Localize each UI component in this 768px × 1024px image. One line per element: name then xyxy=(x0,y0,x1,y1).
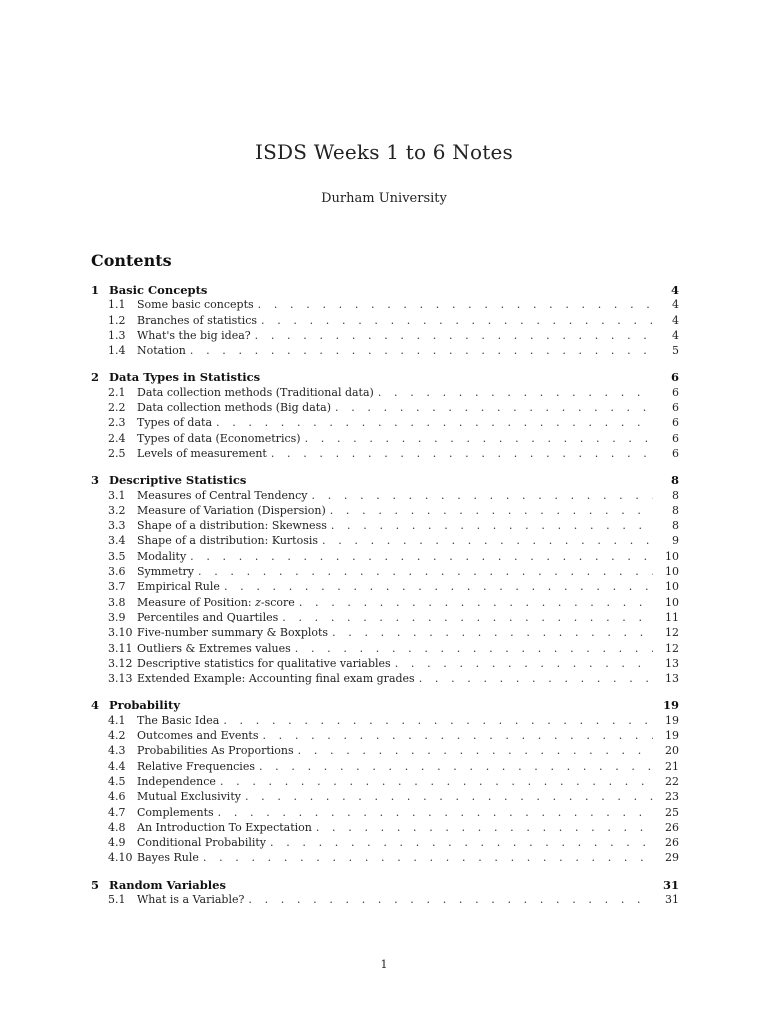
toc-subsection-page: 6 xyxy=(672,431,679,445)
toc-subsection-entry[interactable] xyxy=(91,519,679,534)
toc-subsection-page: 8 xyxy=(672,488,679,502)
toc-subsection-page: 22 xyxy=(665,774,679,788)
toc-subsection-title: Mutual Exclusivity xyxy=(137,790,241,804)
toc-subsection-page: 6 xyxy=(672,416,679,430)
toc-subsection-title: Shape of a distribution: Kurtosis xyxy=(137,534,319,548)
toc-dot-leader xyxy=(245,790,653,803)
toc-subsection-number: 3.5 xyxy=(108,549,126,563)
toc-section-title: Data Types in Statistics xyxy=(109,370,261,385)
toc-dot-leader xyxy=(282,611,653,624)
toc-subsection-entry[interactable] xyxy=(91,489,679,504)
toc-section-entry[interactable] xyxy=(91,698,679,713)
document-author: Durham University xyxy=(321,191,447,206)
toc-subsection-number: 4.1 xyxy=(108,713,126,727)
toc-subsection-title: Extended Example: Accounting final exam grades xyxy=(137,672,415,686)
toc-subsection-title: Conditional Probability xyxy=(137,836,267,850)
toc-subsection-page: 19 xyxy=(665,713,679,727)
toc-subsection-page: 20 xyxy=(665,744,679,758)
toc-dot-leader xyxy=(322,534,653,547)
toc-dot-leader xyxy=(298,744,653,757)
toc-subsection-title: Types of data xyxy=(137,416,213,430)
toc-subsection-title: Descriptive statistics for qualitative variables xyxy=(137,656,391,670)
toc-subsection-entry[interactable] xyxy=(91,565,679,580)
toc-subsection-page: 29 xyxy=(665,851,679,865)
toc-dot-leader xyxy=(332,626,653,639)
toc-section-title: Probability xyxy=(109,698,181,713)
toc-subsection-title: Relative Frequencies xyxy=(137,759,255,773)
toc-subsection-title: Data collection methods (Big data) xyxy=(137,401,332,415)
toc-subsection-entry[interactable] xyxy=(91,432,679,447)
toc-section-page: 31 xyxy=(662,877,679,892)
toc-subsection-number: 3.13 xyxy=(108,672,133,686)
toc-section xyxy=(91,698,679,866)
toc-subsection-entry[interactable] xyxy=(91,298,679,313)
toc-dot-leader xyxy=(220,775,653,788)
toc-subsection-number: 2.1 xyxy=(108,385,126,399)
toc-subsection-entry[interactable] xyxy=(91,504,679,519)
toc-subsection-number: 2.3 xyxy=(108,416,126,430)
toc-subsection-number: 3.4 xyxy=(108,534,126,548)
toc-section-page: 4 xyxy=(670,283,679,297)
toc-subsection-title: Percentiles and Quartiles xyxy=(137,610,279,624)
toc-dot-leader xyxy=(218,806,653,819)
toc-subsection-number: 1.4 xyxy=(108,344,126,358)
toc-dot-leader xyxy=(259,760,653,773)
toc-subsection-number: 2.4 xyxy=(108,431,126,445)
toc-subsection-entry[interactable] xyxy=(91,642,679,657)
toc-subsection-page: 6 xyxy=(672,385,679,399)
toc-dot-leader xyxy=(255,329,653,342)
toc-subsection-number: 1.1 xyxy=(108,298,126,312)
toc-subsection-title: An Introduction To Expectation xyxy=(137,820,312,834)
toc-subsection-page: 4 xyxy=(672,298,679,312)
toc-subsection-number: 3.8 xyxy=(108,595,126,609)
toc-subsection-title: Empirical Rule xyxy=(137,580,220,594)
toc-subsection-page: 26 xyxy=(665,820,679,834)
toc-subsection-page: 12 xyxy=(665,641,679,655)
toc-section-number: 5 xyxy=(91,877,100,892)
toc-subsection-number: 4.9 xyxy=(108,836,126,850)
toc-subsection-number: 4.6 xyxy=(108,790,126,804)
toc-subsection-entry[interactable] xyxy=(91,893,679,908)
toc-subsection-entry[interactable] xyxy=(91,806,679,821)
toc-dot-leader xyxy=(395,657,653,670)
toc-subsection-entry[interactable] xyxy=(91,401,679,416)
toc-subsection-page: 6 xyxy=(672,401,679,415)
toc-subsection-entry[interactable] xyxy=(91,344,679,359)
toc-subsection-title: Measures of Central Tendency xyxy=(137,488,308,502)
toc-subsection-title: The Basic Idea xyxy=(137,713,220,727)
toc-subsection-entry[interactable] xyxy=(91,580,679,595)
toc-dot-leader xyxy=(203,851,653,864)
toc-section xyxy=(91,283,679,359)
toc-subsection-number: 3.3 xyxy=(108,519,126,533)
toc-subsection-entry[interactable] xyxy=(91,836,679,851)
toc-subsection-title: Probabilities As Proportions xyxy=(137,744,294,758)
toc-dot-leader xyxy=(190,550,653,563)
toc-subsection-page: 26 xyxy=(665,836,679,850)
toc-subsection-entry[interactable] xyxy=(91,821,679,836)
toc-dot-leader xyxy=(190,344,653,357)
toc-section-title: Descriptive Statistics xyxy=(109,473,247,488)
toc-dot-leader xyxy=(330,504,653,517)
toc-subsection-page: 12 xyxy=(665,626,679,640)
toc-subsection-page: 13 xyxy=(665,672,679,686)
toc-subsection-number: 1.3 xyxy=(108,328,126,342)
toc-subsection-entry[interactable] xyxy=(91,416,679,431)
toc-subsection-page: 23 xyxy=(665,790,679,804)
toc-subsection-number: 1.2 xyxy=(108,313,126,327)
toc-section xyxy=(91,473,679,687)
toc-section-page: 8 xyxy=(670,473,679,488)
toc-section-number: 1 xyxy=(91,283,100,297)
toc-subsection-number: 4.3 xyxy=(108,744,126,758)
toc-subsection-title: Branches of statistics xyxy=(137,313,258,327)
toc-subsection-page: 4 xyxy=(672,313,679,327)
toc-subsection-title: What is a Variable? xyxy=(137,892,245,906)
toc-subsection-title: Five-number summary & Boxplots xyxy=(137,626,329,640)
toc-subsection-entry[interactable] xyxy=(91,744,679,759)
toc-section xyxy=(91,370,679,462)
toc-subsection-title: Notation xyxy=(137,344,186,358)
toc-subsection-entry[interactable] xyxy=(91,611,679,626)
toc-subsection-number: 3.9 xyxy=(108,610,126,624)
toc-dot-leader xyxy=(305,432,653,445)
toc-dot-leader xyxy=(223,714,653,727)
contents-heading: Contents xyxy=(91,251,172,270)
toc-subsection-page: 25 xyxy=(665,805,679,819)
toc-subsection-number: 3.7 xyxy=(108,580,126,594)
toc-subsection-entry[interactable] xyxy=(91,672,679,687)
toc-section xyxy=(91,878,679,909)
toc-subsection-title: Measure of Variation (Dispersion) xyxy=(137,503,326,517)
toc-subsection-title: Some basic concepts xyxy=(137,298,254,312)
toc-subsection-entry[interactable] xyxy=(91,851,679,866)
toc-dot-leader xyxy=(312,489,653,502)
toc-subsection-page: 19 xyxy=(665,729,679,743)
toc-subsection-entry[interactable] xyxy=(91,314,679,329)
toc-subsection-title: Levels of measurement xyxy=(137,446,267,460)
toc-subsection-entry[interactable] xyxy=(91,790,679,805)
toc-section-number: 3 xyxy=(91,473,100,488)
toc-subsection-page: 4 xyxy=(672,328,679,342)
toc-section-page: 6 xyxy=(670,370,679,385)
toc-dot-leader xyxy=(262,729,653,742)
toc-subsection-title: Outcomes and Events xyxy=(137,729,259,743)
toc-subsection-entry[interactable] xyxy=(91,657,679,672)
toc-subsection-title: Measure of Position: z-score xyxy=(137,595,295,609)
toc-subsection-number: 4.10 xyxy=(108,851,133,865)
toc-dot-leader xyxy=(378,386,653,399)
toc-dot-leader xyxy=(316,821,653,834)
toc-section-page: 19 xyxy=(662,698,679,713)
toc-subsection-page: 10 xyxy=(665,565,679,579)
toc-subsection-number: 3.1 xyxy=(108,488,126,502)
toc-subsection-entry[interactable] xyxy=(91,329,679,344)
toc-subsection-page: 31 xyxy=(665,892,679,906)
toc-subsection-page: 13 xyxy=(665,656,679,670)
toc-subsection-entry[interactable] xyxy=(91,760,679,775)
toc-subsection-page: 8 xyxy=(672,503,679,517)
toc-section-entry[interactable] xyxy=(91,878,679,893)
toc-subsection-number: 2.2 xyxy=(108,401,126,415)
math-variable-z: z xyxy=(255,595,261,609)
toc-section-number: 4 xyxy=(91,698,100,713)
toc-subsection-title: Outliers & Extremes values xyxy=(137,641,291,655)
toc-section-entry[interactable] xyxy=(91,370,679,385)
toc-dot-leader xyxy=(224,580,653,593)
toc-subsection-entry[interactable] xyxy=(91,447,679,462)
toc-subsection-title: What's the big idea? xyxy=(137,328,251,342)
toc-subsection-number: 4.2 xyxy=(108,729,126,743)
toc-subsection-number: 3.6 xyxy=(108,565,126,579)
toc-dot-leader xyxy=(331,519,653,532)
toc-subsection-title: Types of data (Econometrics) xyxy=(137,431,301,445)
toc-subsection-entry[interactable] xyxy=(91,775,679,790)
toc-dot-leader xyxy=(295,642,653,655)
toc-subsection-title: Data collection methods (Traditional data) xyxy=(137,385,374,399)
toc-subsection-page: 8 xyxy=(672,519,679,533)
toc-subsection-title: Independence xyxy=(137,774,216,788)
toc-subsection-page: 9 xyxy=(672,534,679,548)
toc-subsection-number: 3.2 xyxy=(108,503,126,517)
toc-subsection-number: 3.11 xyxy=(108,641,133,655)
toc-dot-leader xyxy=(335,401,653,414)
toc-subsection-number: 3.10 xyxy=(108,626,133,640)
toc-subsection-number: 2.5 xyxy=(108,446,126,460)
toc-subsection-entry[interactable] xyxy=(91,550,679,565)
toc-section-entry[interactable] xyxy=(91,283,679,298)
toc-subsection-number: 5.1 xyxy=(108,892,126,906)
toc-subsection-title: Modality xyxy=(137,549,187,563)
toc-subsection-page: 10 xyxy=(665,549,679,563)
toc-subsection-page: 10 xyxy=(665,580,679,594)
toc-subsection-title: Symmetry xyxy=(137,565,195,579)
toc-dot-leader xyxy=(270,836,653,849)
toc-subsection-entry[interactable] xyxy=(91,729,679,744)
toc-subsection-title: Bayes Rule xyxy=(137,851,199,865)
toc-subsection-page: 21 xyxy=(665,759,679,773)
toc-section-title: Basic Concepts xyxy=(109,283,208,297)
document-title: ISDS Weeks 1 to 6 Notes xyxy=(255,140,513,164)
toc-subsection-entry[interactable] xyxy=(91,626,679,641)
toc-subsection-entry[interactable] xyxy=(91,714,679,729)
toc-section-entry[interactable] xyxy=(91,473,679,488)
toc-dot-leader xyxy=(299,596,653,609)
toc-dot-leader xyxy=(198,565,653,578)
toc-subsection-entry[interactable] xyxy=(91,386,679,401)
table-of-contents xyxy=(91,283,679,919)
toc-subsection-number: 4.7 xyxy=(108,805,126,819)
toc-subsection-page: 5 xyxy=(672,344,679,358)
toc-subsection-number: 4.5 xyxy=(108,774,126,788)
toc-subsection-entry[interactable] xyxy=(91,534,679,549)
toc-dot-leader xyxy=(261,314,653,327)
toc-subsection-entry[interactable] xyxy=(91,596,679,611)
toc-dot-leader xyxy=(271,447,653,460)
toc-subsection-page: 10 xyxy=(665,595,679,609)
toc-section-number: 2 xyxy=(91,370,100,385)
toc-subsection-number: 3.12 xyxy=(108,656,133,670)
toc-subsection-page: 6 xyxy=(672,446,679,460)
toc-dot-leader xyxy=(258,298,653,311)
toc-subsection-number: 4.4 xyxy=(108,759,126,773)
toc-dot-leader xyxy=(419,672,653,685)
toc-subsection-page: 11 xyxy=(665,610,679,624)
toc-subsection-title: Shape of a distribution: Skewness xyxy=(137,519,327,533)
toc-dot-leader xyxy=(216,416,653,429)
toc-dot-leader xyxy=(248,893,653,906)
page-number: 1 xyxy=(380,958,388,971)
toc-subsection-number: 4.8 xyxy=(108,820,126,834)
toc-subsection-title: Complements xyxy=(137,805,214,819)
toc-section-title: Random Variables xyxy=(109,877,226,892)
